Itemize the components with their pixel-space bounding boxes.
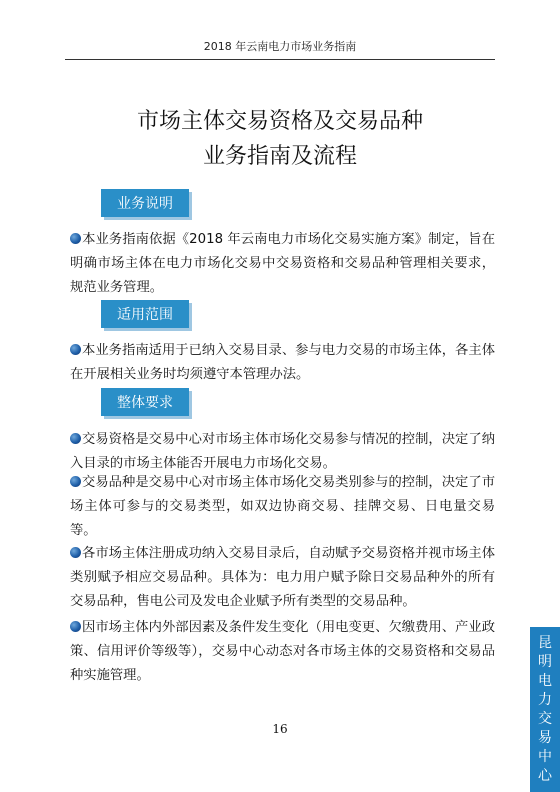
paragraph-basis bbox=[70, 228, 495, 300]
page-title-line-2: 业务指南及流程 bbox=[202, 144, 357, 169]
paragraph-text: 本业务指南依据《2018 年云南电力市场化交易实施方案》制定，旨在明确市场主体在电力市场化交易中交易资格和交易品种管理相关要求，规范业务管理。 bbox=[70, 232, 495, 295]
side-tab-char: 明 bbox=[538, 654, 552, 670]
section-label-description: 业务说明 bbox=[101, 189, 189, 217]
section-label-scope: 适用范围 bbox=[101, 300, 189, 328]
page-title-line-1: 市场主体交易资格及交易品种 bbox=[136, 109, 423, 134]
side-tab-char: 交 bbox=[538, 711, 552, 727]
running-head: 2018 年云南电力市场业务指南 bbox=[203, 40, 357, 53]
side-tab-kunming-trading-center bbox=[530, 627, 560, 792]
bullet-icon bbox=[70, 547, 81, 558]
side-tab-char: 力 bbox=[538, 692, 552, 708]
paragraph-text: 各市场主体注册成功纳入交易目录后，自动赋予交易资格并视市场主体类别赋予相应交易品种。具体为：电力用户赋予除日交易品种外的所有交易品种，售电公司及发电企业赋予所有类型的交易品种。 bbox=[70, 546, 495, 609]
paragraph-qualification bbox=[70, 428, 495, 476]
bullet-icon bbox=[70, 433, 81, 444]
bullet-icon bbox=[70, 476, 81, 487]
bullet-icon bbox=[70, 344, 81, 355]
bullet-icon bbox=[70, 233, 81, 244]
header-rule bbox=[65, 59, 495, 60]
paragraph-text: 交易品种是交易中心对市场主体市场化交易类别参与的控制，决定了市场主体可参与的交易类型，如双边协商交易、挂牌交易、日电量交易等。 bbox=[70, 475, 495, 538]
paragraph-text: 本业务指南适用于已纳入交易目录、参与电力交易的市场主体，各主体在开展相关业务时均须遵守本管理办法。 bbox=[70, 343, 495, 382]
paragraph-registration bbox=[70, 542, 495, 614]
side-tab-char: 心 bbox=[538, 768, 552, 784]
side-tab-char: 易 bbox=[538, 730, 552, 746]
side-tab-char: 昆 bbox=[538, 635, 552, 651]
paragraph-scope bbox=[70, 339, 495, 387]
side-tab-char: 电 bbox=[538, 673, 552, 689]
side-tab-char: 中 bbox=[538, 749, 552, 765]
bullet-icon bbox=[70, 621, 81, 632]
paragraph-text: 交易资格是交易中心对市场主体市场化交易参与情况的控制，决定了纳入目录的市场主体能否开展电力市场化交易。 bbox=[70, 432, 495, 471]
paragraph-trading-types bbox=[70, 471, 495, 543]
paragraph-dynamic-management bbox=[70, 616, 495, 688]
section-label-requirements: 整体要求 bbox=[101, 388, 189, 416]
paragraph-text: 因市场主体内外部因素及条件发生变化（用电变更、欠缴费用、产业政策、信用评价等级等），交易中心动态对各市场主体的交易资格和交易品种实施管理。 bbox=[70, 620, 495, 683]
page-number: 16 bbox=[272, 722, 288, 736]
